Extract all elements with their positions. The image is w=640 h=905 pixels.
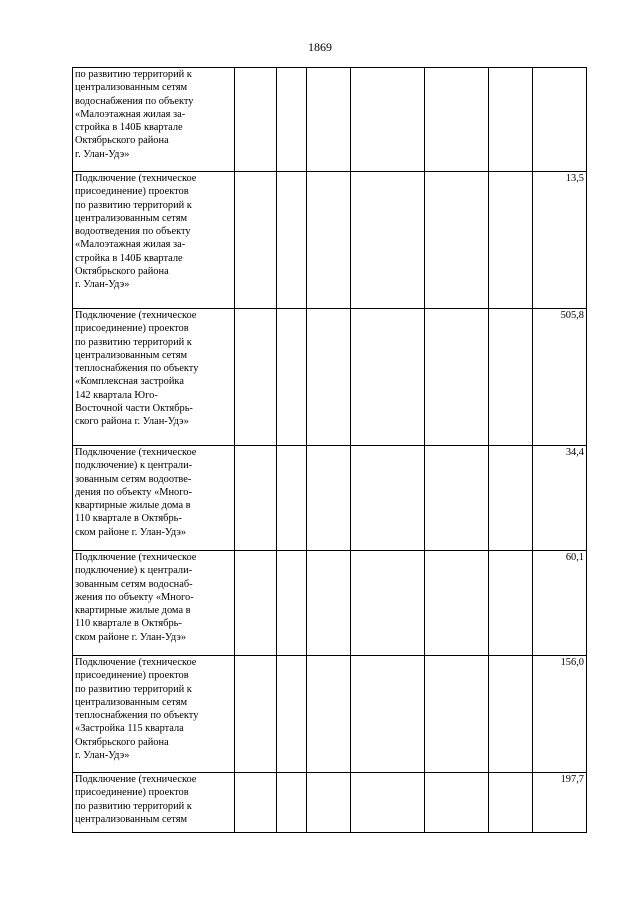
description-line: г. Улан-Удэ» bbox=[75, 750, 130, 762]
description-line: квартирные жилые дома в bbox=[75, 605, 191, 617]
description-line: централизованным сетям bbox=[75, 349, 188, 361]
description-line: Октябрьского района bbox=[75, 736, 169, 748]
empty-cell bbox=[489, 551, 533, 656]
description-line: Подключение (техническое bbox=[75, 173, 197, 184]
description-line: стройка в 140Б квартале bbox=[75, 252, 183, 264]
table-row bbox=[73, 551, 587, 656]
empty-cell bbox=[351, 446, 425, 551]
empty-cell bbox=[277, 68, 307, 172]
amount-cell: 197,7 bbox=[533, 773, 587, 833]
description-line: 142 квартала Юго- bbox=[75, 389, 158, 401]
empty-cell bbox=[425, 309, 489, 446]
amount-cell: 34,4 bbox=[533, 446, 587, 551]
empty-cell bbox=[425, 446, 489, 551]
empty-cell bbox=[425, 172, 489, 309]
amount-cell: 505,8 bbox=[533, 309, 587, 446]
empty-cell bbox=[425, 656, 489, 773]
description-line: дения по объекту «Много- bbox=[75, 486, 192, 498]
service-description-cell bbox=[73, 172, 235, 309]
description-line: подключение) к централи- bbox=[75, 460, 193, 472]
description-line: теплоснабжения по объекту bbox=[75, 710, 199, 722]
empty-cell bbox=[307, 551, 351, 656]
description-line: «Комплексная застройка bbox=[75, 376, 184, 388]
page-number: 1869 bbox=[308, 40, 332, 54]
empty-cell bbox=[307, 773, 351, 833]
description-line: присоединение) проектов bbox=[75, 670, 189, 682]
description-line: централизованным сетям bbox=[75, 82, 188, 94]
empty-cell bbox=[307, 656, 351, 773]
empty-cell bbox=[277, 551, 307, 656]
description-line: Подключение (техническое bbox=[75, 310, 197, 321]
service-description-cell bbox=[73, 446, 235, 551]
description-line: присоединение) проектов bbox=[75, 323, 189, 335]
service-description-cell bbox=[73, 773, 235, 833]
empty-cell bbox=[235, 68, 277, 172]
description-line: Октябрьского района bbox=[75, 266, 169, 278]
empty-cell bbox=[351, 172, 425, 309]
description-line: по развитию территорий к bbox=[75, 683, 192, 695]
empty-cell bbox=[235, 172, 277, 309]
empty-cell bbox=[351, 773, 425, 833]
description-line: 110 квартале в Октябрь- bbox=[75, 618, 182, 630]
description-line: квартирные жилые дома в bbox=[75, 500, 191, 512]
description-line: Подключение (техническое bbox=[75, 552, 197, 563]
description-line: водоснабжения по объекту bbox=[75, 95, 194, 107]
description-line: присоединение) проектов bbox=[75, 787, 189, 799]
empty-cell bbox=[307, 172, 351, 309]
description-line: Подключение (техническое bbox=[75, 774, 197, 785]
empty-cell bbox=[235, 309, 277, 446]
empty-cell bbox=[277, 446, 307, 551]
description-line: стройка в 140Б квартале bbox=[75, 122, 183, 134]
empty-cell bbox=[351, 551, 425, 656]
description-line: г. Улан-Удэ» bbox=[75, 148, 130, 160]
empty-cell bbox=[277, 309, 307, 446]
description-line: «Малоэтажная жилая за- bbox=[75, 108, 186, 120]
empty-cell bbox=[489, 773, 533, 833]
description-line: зованным сетям водоотве- bbox=[75, 473, 192, 485]
description-line: по развитию территорий к bbox=[75, 199, 192, 211]
empty-cell bbox=[351, 656, 425, 773]
description-line: централизованным сетям bbox=[75, 813, 188, 825]
empty-cell bbox=[307, 68, 351, 172]
table-row bbox=[73, 773, 587, 833]
description-line: водоотведения по объекту bbox=[75, 226, 191, 238]
description-line: централизованным сетям bbox=[75, 696, 188, 708]
empty-cell bbox=[489, 446, 533, 551]
empty-cell bbox=[489, 172, 533, 309]
description-line: «Застройка 115 квартала bbox=[75, 723, 184, 735]
table-row bbox=[73, 68, 587, 172]
empty-cell bbox=[235, 656, 277, 773]
empty-cell bbox=[489, 68, 533, 172]
empty-cell bbox=[235, 551, 277, 656]
table-body bbox=[73, 68, 587, 833]
amount-cell: 156,0 bbox=[533, 656, 587, 773]
description-line: зованным сетям водоснаб- bbox=[75, 578, 193, 590]
description-line: Подключение (техническое bbox=[75, 447, 197, 458]
amount-cell: 13,5 bbox=[533, 172, 587, 309]
description-line: подключение) к централи- bbox=[75, 565, 193, 577]
table-row bbox=[73, 309, 587, 446]
description-line: ского района г. Улан-Удэ» bbox=[75, 416, 189, 428]
empty-cell bbox=[351, 309, 425, 446]
service-description-cell bbox=[73, 68, 235, 172]
service-description-cell bbox=[73, 309, 235, 446]
description-line: теплоснабжения по объекту bbox=[75, 363, 199, 375]
description-line: Подключение (техническое bbox=[75, 657, 197, 668]
amount-cell bbox=[533, 68, 587, 172]
empty-cell bbox=[351, 68, 425, 172]
description-line: жения по объекту «Много- bbox=[75, 591, 194, 603]
description-line: по развитию территорий к bbox=[75, 69, 192, 80]
empty-cell bbox=[277, 773, 307, 833]
empty-cell bbox=[235, 446, 277, 551]
empty-cell bbox=[489, 656, 533, 773]
empty-cell bbox=[307, 309, 351, 446]
empty-cell bbox=[277, 172, 307, 309]
empty-cell bbox=[277, 656, 307, 773]
tariff-table bbox=[72, 67, 587, 833]
empty-cell bbox=[425, 551, 489, 656]
empty-cell bbox=[489, 309, 533, 446]
description-line: по развитию территорий к bbox=[75, 336, 192, 348]
empty-cell bbox=[425, 68, 489, 172]
empty-cell bbox=[425, 773, 489, 833]
description-line: 110 квартале в Октябрь- bbox=[75, 513, 182, 525]
description-line: присоединение) проектов bbox=[75, 186, 189, 198]
description-line: г. Улан-Удэ» bbox=[75, 279, 130, 291]
description-line: ском районе г. Улан-Удэ» bbox=[75, 631, 187, 643]
description-line: Октябрьского района bbox=[75, 135, 169, 147]
table-row bbox=[73, 656, 587, 773]
description-line: ском районе г. Улан-Удэ» bbox=[75, 526, 187, 538]
description-line: централизованным сетям bbox=[75, 212, 188, 224]
description-line: «Малоэтажная жилая за- bbox=[75, 239, 186, 251]
service-description-cell bbox=[73, 656, 235, 773]
empty-cell bbox=[307, 446, 351, 551]
description-line: по развитию территорий к bbox=[75, 800, 192, 812]
description-line: Восточной части Октябрь- bbox=[75, 403, 193, 415]
service-description-cell bbox=[73, 551, 235, 656]
table-row bbox=[73, 446, 587, 551]
table-row bbox=[73, 172, 587, 309]
empty-cell bbox=[235, 773, 277, 833]
amount-cell: 60,1 bbox=[533, 551, 587, 656]
